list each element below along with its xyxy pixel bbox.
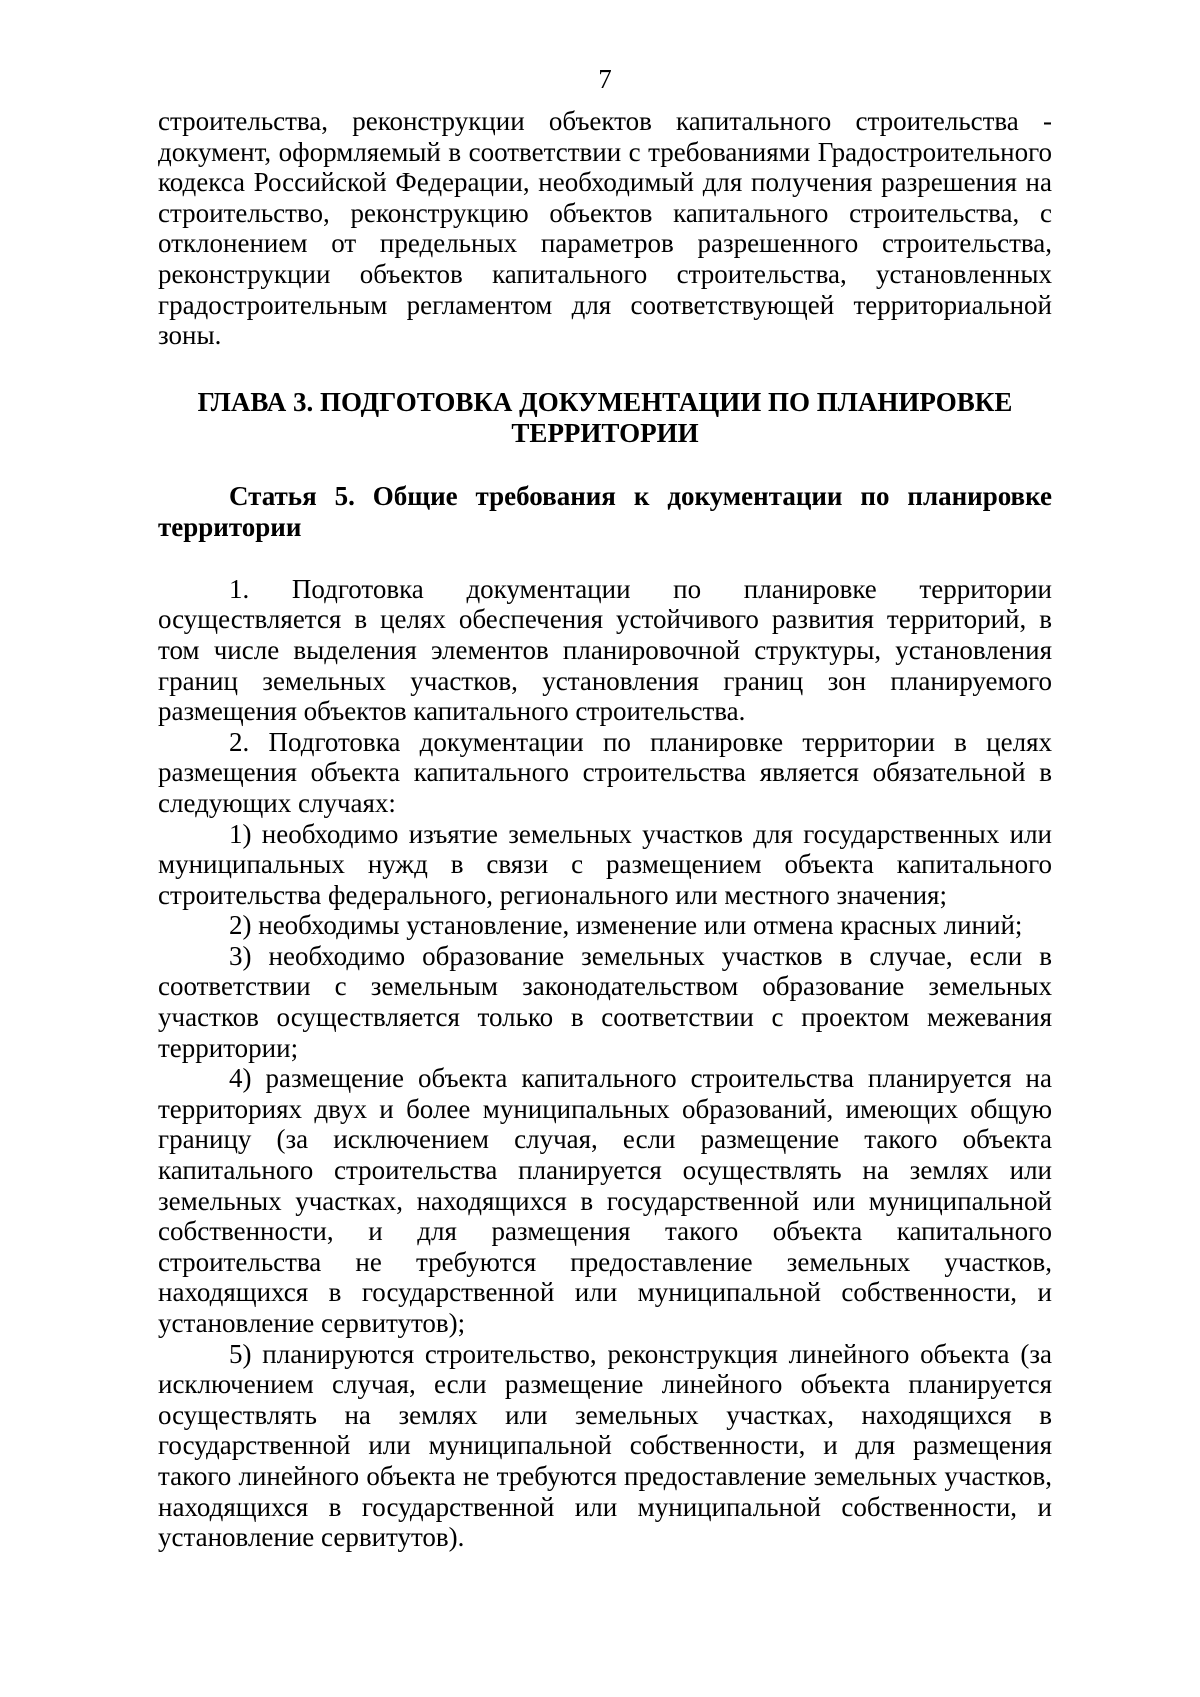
document-page (158, 62, 1052, 1553)
list-item-4: 4) размещение объекта капитального строительства планируется на территориях двух и более муниципальных образований, имеющих общую границу (за исключением случая, если размещение такого объекта капитального строительства планируется осуществлять на землях или земельных участках, находящихся в государственной или муниципальной собственности, и для размещения такого объекта капитального строительства не требуются предоставление земельных участков, находящихся в государственной или муниципальной собственности, и установление сервитутов); (158, 1063, 1052, 1338)
list-item-5: 5) планируются строительство, реконструкция линейного объекта (за исключением случая, если размещение линейного объекта планируется осуществлять на землях или земельных участках, находящихся в государственной или муниципальной собственности, и для размещения такого линейного объекта не требуются предоставление земельных участков, находящихся в государственной или муниципальной собственности, и установление сервитутов). (158, 1338, 1052, 1553)
article-title: Статья 5. Общие требования к документации по планировке территории (158, 480, 1052, 542)
page-number: 7 (598, 64, 612, 94)
chapter-title-line-1: ГЛАВА 3. ПОДГОТОВКА ДОКУМЕНТАЦИИ ПО ПЛАНИРОВКЕ (197, 386, 1013, 417)
list-item-3: 3) необходимо образование земельных участков в случае, если в соответствии с земельным законодательством образование земельных участков осуществляется только в соответствии с проектом межевания территории; (158, 940, 1052, 1063)
chapter-title-line-2: ТЕРРИТОРИИ (511, 417, 699, 448)
paragraph-item-2: 2. Подготовка документации по планировке территории в целях размещения объекта капитального строительства является обязательной в следующих случаях: (158, 726, 1052, 818)
intro-paragraph: строительства, реконструкции объектов капитального строительства - документ, оформляемый в соответствии с требованиями Градостроительного кодекса Российской Федерации, необходимый для получения разрешения на строительство, реконструкцию объектов капитального строительства, с отклонением от предельных параметров разрешенного строительства, реконструкции объектов капитального строительства, установленных градостроительным регламентом для соответствующей территориальной зоны. (158, 106, 1052, 351)
chapter-title (158, 387, 1052, 449)
list-item-1: 1) необходимо изъятие земельных участков для государственных или муниципальных нужд в связи с размещением объекта капитального строительства федерального, регионального или местного значения; (158, 818, 1052, 910)
list-item-2: 2) необходимы установление, изменение или отмена красных линий; (229, 910, 1023, 941)
paragraph-item-1: 1. Подготовка документации по планировке территории осуществляется в целях обеспечения устойчивого развития территорий, в том числе выделения элементов планировочной структуры, установления границ земельных участков, установления границ зон планируемого размещения объектов капитального строительства. (158, 573, 1052, 727)
